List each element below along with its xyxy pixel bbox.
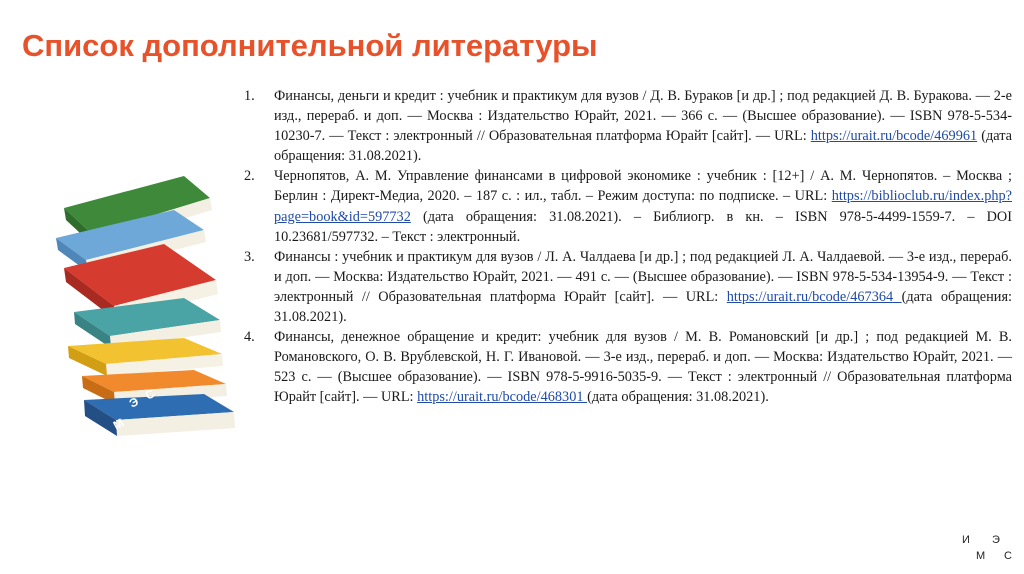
book-stack-illustration (34, 150, 242, 450)
reference-number: 4. (244, 329, 255, 346)
ims-logo (962, 534, 1014, 568)
book-spine-letter: С (142, 386, 158, 403)
reference-text-after: (дата обращения: 31.08.2021). – Библиогр. в кн. – ISBN 978-5-4499-1559-7. – DOI 10.23681/597732. – Текст : электронный. (274, 208, 1012, 245)
book-spine-letter: И (92, 424, 108, 441)
reference-number: 2. (244, 168, 255, 185)
reference-text-after: (дата обращения: 31.08.2021). (587, 389, 769, 406)
reference-text: Финансы : учебник и практикум для вузов / Л. А. Чалдаева [и др.] ; под редакцией Л. А. Чалдаевой. — 3-е изд., перераб. и доп. — Москва: Издательство Юрайт, 2021. — 491 с. — (Высшее образование). — ISBN 978-5-534-13954-9. — Текст : электронный // Образовательная платформа Юрайт [сайт]. — URL: (274, 248, 1012, 305)
reference-number: 3. (244, 248, 255, 265)
book-yellow (68, 338, 223, 376)
reference-item (244, 247, 1012, 327)
reference-text-after: (дата обращения: 31.08.2021). (274, 288, 1012, 326)
reference-item (244, 166, 1012, 246)
logo-letter: Э (992, 534, 1000, 546)
reference-link[interactable]: https://biblioclub.ru/index.php?page=book&id=597732 (274, 188, 1012, 225)
reference-link[interactable]: https://urait.ru/bcode/467364 (726, 288, 902, 305)
reference-text-after: (дата обращения: 31.08.2021). (274, 128, 1012, 165)
reference-link[interactable]: https://urait.ru/bcode/468301 (417, 389, 588, 406)
page-title: Список дополнительной литературы (22, 28, 598, 63)
reference-link[interactable]: https://urait.ru/bcode/469961 (810, 128, 978, 145)
logo-letter: М (976, 550, 986, 562)
logo-letter: С (1004, 550, 1012, 562)
reference-number: 1. (244, 88, 255, 104)
book-teal (74, 298, 221, 348)
reference-text: Чернопятов, А. М. Управление финансами в цифровой экономике : учебник : [12+] / А. М. Чернопятов. – Москва ; Берлин : Директ-Медиа, 2020. – 187 с. : ил., табл. – Режим доступа: по подписке. – URL: (274, 168, 1012, 205)
reference-item (244, 86, 1012, 166)
reference-text: Финансы, деньги и кредит : учебник и практикум для вузов / Д. В. Бураков [и др.] ; под редакцией Д. В. Буракова. — 2-е изд., перераб. и доп. — Москва : Издательство Юрайт, 2021. — 366 с. — (Высшее образование). — ISBN 978-5-534-10230-7. — Текст : электронный // Образовательная платформа Юрайт [сайт]. — URL: (274, 88, 1012, 145)
reference-item (244, 327, 1012, 407)
logo-letter: И (962, 534, 970, 546)
reference-text: Финансы, денежное обращение и кредит: учебник для вузов / М. В. Романовский [и др.] ; под редакцией М. В. Романовского, О. В. Врублевской, Н. Г. Ивановой. — 3-е изд., перераб. и доп. — Москва: Издательство Юрайт, 2021. — 523 с. — (Высшее образование). — ISBN 978-5-9916-5035-9. — Текст : электронный // Образовательная платформа Юрайт [сайт]. — URL: (274, 329, 1012, 406)
book-spine-letter: М (110, 415, 127, 433)
book-blue-bottom (84, 394, 235, 436)
book-spine-letter: Э (126, 394, 141, 411)
reference-list (238, 86, 1012, 408)
